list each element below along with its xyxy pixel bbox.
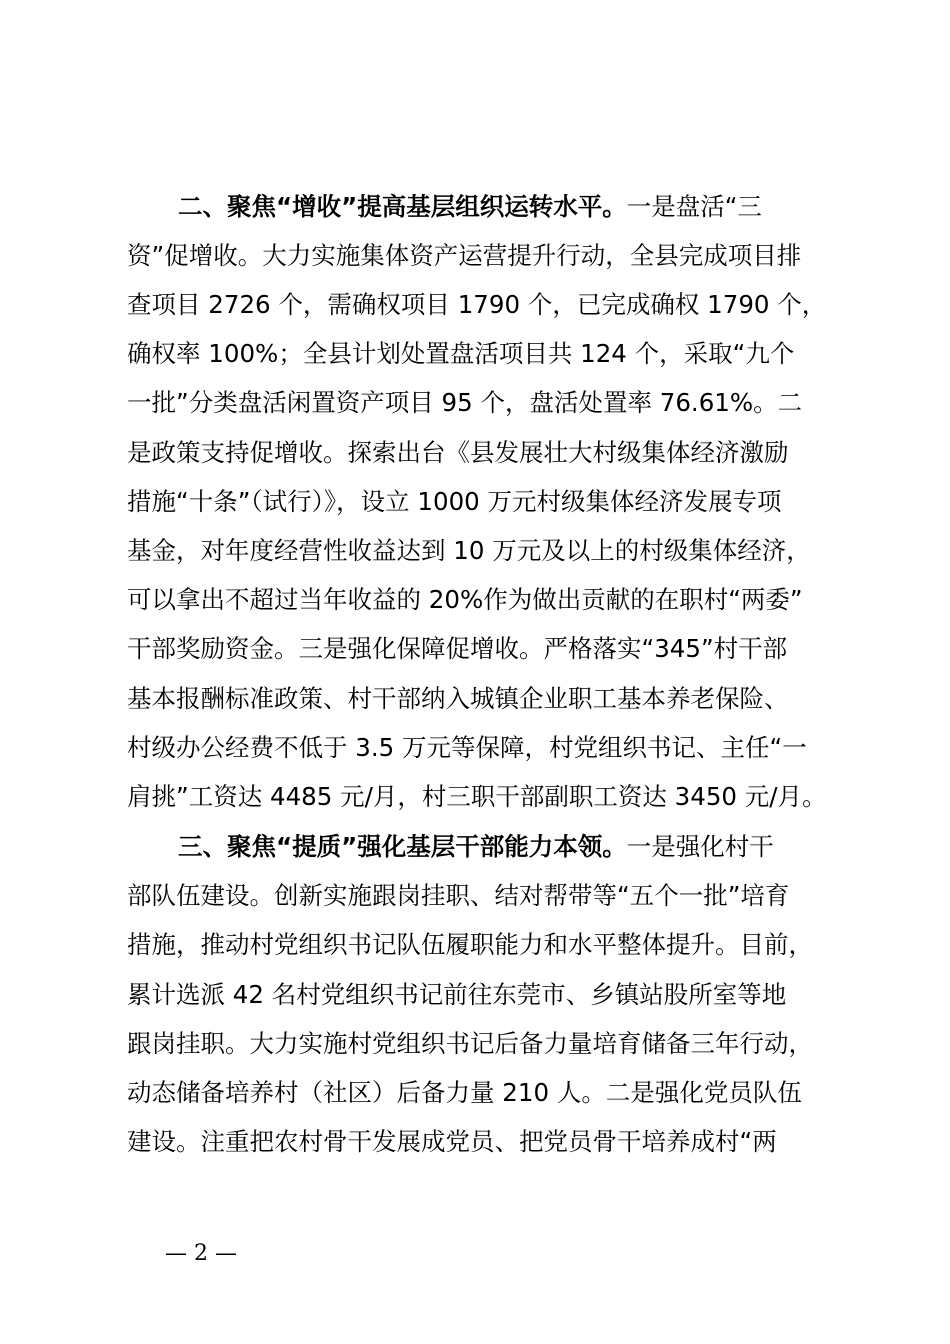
paragraph-2-line-12: 村级办公经费不低于 3.5 万元等保障，村党组织书记、主任“一 (127, 733, 807, 762)
paragraph-2-line-10: 干部奖励资金。三是强化保障促增收。严格落实“345”村干部 (127, 634, 788, 663)
paragraph-2-heading: 二、聚焦“增收”提高基层组织运转水平。 (178, 192, 627, 221)
paragraph-2-line-8: 基金，对年度经营性收益达到 10 万元及以上的村级集体经济， (127, 536, 811, 565)
paragraph-3-text: 一是强化村干 (626, 832, 774, 861)
paragraph-3-line-3: 措施，推动村党组织书记队伍履职能力和水平整体提升。目前， (127, 930, 813, 959)
paragraph-3-line-7: 建设。注重把农村骨干发展成党员、把党员骨干培养成村“两 (127, 1127, 777, 1156)
paragraph-3-line-5: 跟岗挂职。大力实施村党组织书记后备力量培育储备三年行动， (127, 1029, 813, 1058)
paragraph-2-line-3: 查项目 2726 个，需确权项目 1790 个，已完成确权 1790 个， (127, 290, 827, 319)
paragraph-3-line-4: 累计选派 42 名村党组织书记前往东莞市、乡镇站股所室等地 (127, 980, 787, 1009)
paragraph-2-line-9: 可以拿出不超过当年收益的 20%作为做出贡献的在职村“两委” (127, 585, 803, 614)
paragraph-2-line-13: 肩挑”工资达 4485 元/月，村三职干部副职工资达 3450 元/月。 (127, 782, 827, 811)
paragraph-3-line-1 (178, 831, 774, 863)
page-number: — 2 — (165, 1241, 237, 1266)
paragraph-2-line-1 (178, 191, 762, 223)
paragraph-2-line-6: 是政策支持促增收。探索出台《县发展壮大村级集体经济激励 (127, 438, 789, 467)
paragraph-3-line-6: 动态储备培养村（社区）后备力量 210 人。二是强化党员队伍 (127, 1078, 802, 1107)
paragraph-2-text: 一是盘活“三 (626, 192, 762, 221)
paragraph-2-line-11: 基本报酬标准政策、村干部纳入城镇企业职工基本养老保险、 (127, 684, 789, 713)
paragraph-2-line-4: 确权率 100%；全县计划处置盘活项目共 124 个，采取“九个 (127, 339, 795, 368)
paragraph-2-line-7: 措施“十条”（试行）》，设立 1000 万元村级集体经济发展专项 (127, 487, 782, 516)
paragraph-3-heading: 三、聚焦“提质”强化基层干部能力本领。 (178, 832, 627, 861)
paragraph-2-line-5: 一批”分类盘活闲置资产项目 95 个，盘活处置率 76.61%。二 (127, 388, 803, 417)
paragraph-2-line-2: 资”促增收。大力实施集体资产运营提升行动，全县完成项目排 (127, 241, 802, 270)
paragraph-3-line-2: 部队伍建设。创新实施跟岗挂职、结对帮带等“五个一批”培育 (127, 881, 790, 910)
